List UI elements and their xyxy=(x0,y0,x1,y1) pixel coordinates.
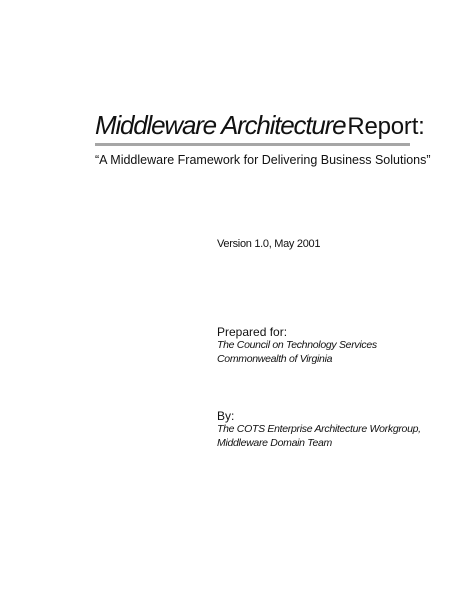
prepared-by-line: Middleware Domain Team xyxy=(217,436,332,449)
prepared-by-line: The COTS Enterprise Architecture Workgroup, xyxy=(217,423,421,435)
prepared-for-label: Prepared for: xyxy=(217,325,288,339)
version-date: Version 1.0, May 2001 xyxy=(217,238,321,250)
prepared-by-label: By: xyxy=(217,409,235,423)
prepared-by-block xyxy=(217,409,421,450)
report-title-regular: Report: xyxy=(347,113,425,140)
report-title-italic: Middleware Architecture xyxy=(95,110,346,140)
report-subtitle: “A Middleware Framework for Delivering Business Solutions” xyxy=(95,153,431,167)
prepared-for-line: Commonwealth of Virginia xyxy=(217,352,333,365)
title-divider xyxy=(95,143,410,146)
prepared-for-block xyxy=(217,325,377,366)
prepared-for-line: The Council on Technology Services xyxy=(217,339,377,351)
report-title xyxy=(95,112,425,139)
